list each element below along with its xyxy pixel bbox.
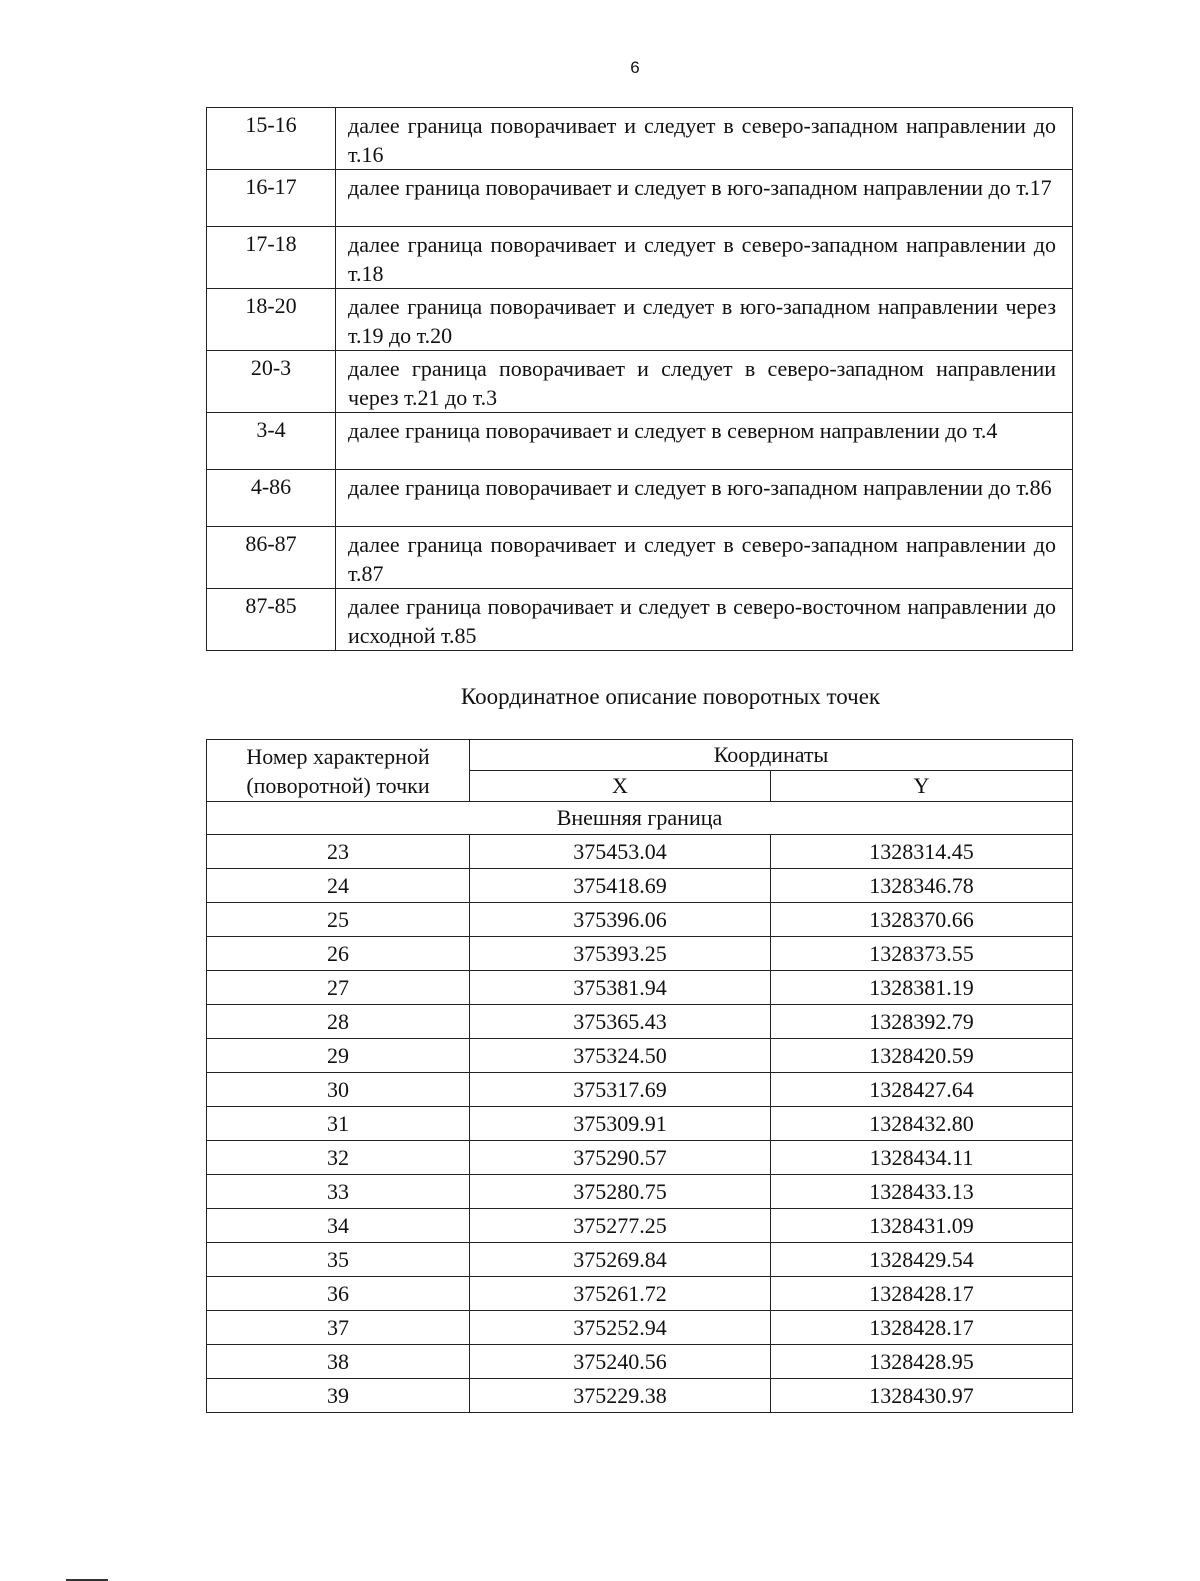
segment-description <box>336 170 1073 227</box>
point-number: 31 <box>207 1107 470 1141</box>
point-number: 37 <box>207 1311 470 1345</box>
point-number: 33 <box>207 1175 470 1209</box>
segment-id: 4-86 <box>207 470 336 527</box>
segment-description-line2: направлении до исходной т.85 <box>348 594 1057 648</box>
segment-row <box>207 413 1073 470</box>
segment-id: 15-16 <box>207 108 336 170</box>
section-row <box>207 802 1073 835</box>
coord-y: 1328428.17 <box>771 1277 1073 1311</box>
segment-description-line1: далее граница поворачивает и следует в юго-западном <box>348 175 858 200</box>
point-number: 34 <box>207 1209 470 1243</box>
table-row <box>207 903 1073 937</box>
table-row <box>207 869 1073 903</box>
coord-y: 1328314.45 <box>771 835 1073 869</box>
segment-description-line1: далее граница поворачивает и следует в северном направлении <box>348 418 940 443</box>
segment-description-line1: далее граница поворачивает и следует в юго-западном <box>348 294 871 319</box>
segment-description-line2: направлении до т.18 <box>348 232 1056 286</box>
coord-x: 375252.94 <box>470 1311 771 1345</box>
table-row <box>207 971 1073 1005</box>
point-number: 32 <box>207 1141 470 1175</box>
point-number: 28 <box>207 1005 470 1039</box>
coord-y: 1328420.59 <box>771 1039 1073 1073</box>
segment-description-line1: далее граница поворачивает и следует в северо-западном <box>348 356 924 381</box>
coord-y: 1328427.64 <box>771 1073 1073 1107</box>
point-number: 27 <box>207 971 470 1005</box>
boundary-segments-table <box>206 107 1073 651</box>
segment-description-line2: направлении через т.19 до т.20 <box>348 294 1057 348</box>
coord-x: 375229.38 <box>470 1379 771 1413</box>
segment-description <box>336 351 1073 413</box>
table-row <box>207 1073 1073 1107</box>
coord-x: 375269.84 <box>470 1243 771 1277</box>
segment-description <box>336 470 1073 527</box>
coord-x: 375396.06 <box>470 903 771 937</box>
table-row <box>207 1243 1073 1277</box>
coord-y: 1328428.95 <box>771 1345 1073 1379</box>
segment-id: 17-18 <box>207 227 336 289</box>
coord-x: 375393.25 <box>470 937 771 971</box>
segment-description-line2: направлении до т.16 <box>348 113 1056 167</box>
coord-y: 1328432.80 <box>771 1107 1073 1141</box>
header-point-line1: Номер характерной <box>246 743 430 769</box>
table-row <box>207 1379 1073 1413</box>
coord-y: 1328392.79 <box>771 1005 1073 1039</box>
coord-x: 375277.25 <box>470 1209 771 1243</box>
table-row <box>207 1107 1073 1141</box>
segment-id: 18-20 <box>207 289 336 351</box>
coord-x: 375317.69 <box>470 1073 771 1107</box>
table-row <box>207 1311 1073 1345</box>
segment-description-line2: направлении до т.17 <box>863 175 1052 200</box>
table-row <box>207 1141 1073 1175</box>
coord-x: 375418.69 <box>470 869 771 903</box>
coord-x: 375240.56 <box>470 1345 771 1379</box>
segment-row <box>207 470 1073 527</box>
coord-x: 375309.91 <box>470 1107 771 1141</box>
segment-description <box>336 227 1073 289</box>
point-number: 39 <box>207 1379 470 1413</box>
coord-y: 1328381.19 <box>771 971 1073 1005</box>
table-row <box>207 1277 1073 1311</box>
segment-description-line1: далее граница поворачивает и следует в северо-восточном <box>348 594 901 619</box>
segment-row <box>207 351 1073 413</box>
point-number: 24 <box>207 869 470 903</box>
coord-y: 1328431.09 <box>771 1209 1073 1243</box>
segments-body <box>207 108 1073 651</box>
table-row <box>207 1039 1073 1073</box>
coord-y: 1328430.97 <box>771 1379 1073 1413</box>
section-title: Координатное описание поворотных точек <box>460 684 881 709</box>
table-row <box>207 1209 1073 1243</box>
point-number: 26 <box>207 937 470 971</box>
header-row <box>207 740 1073 771</box>
coord-x: 375290.57 <box>470 1141 771 1175</box>
coord-x: 375365.43 <box>470 1005 771 1039</box>
header-point-number <box>207 740 470 802</box>
coord-y: 1328434.11 <box>771 1141 1073 1175</box>
segment-id: 20-3 <box>207 351 336 413</box>
table-row <box>207 937 1073 971</box>
header-x: X <box>470 771 771 802</box>
coordinates-table <box>206 739 1073 1413</box>
point-number: 30 <box>207 1073 470 1107</box>
segment-description-line2: направлении до т.86 <box>863 475 1052 500</box>
segment-id: 3-4 <box>207 413 336 470</box>
point-number: 35 <box>207 1243 470 1277</box>
coords-body <box>207 740 1073 1413</box>
segment-id: 87-85 <box>207 589 336 651</box>
coord-y: 1328433.13 <box>771 1175 1073 1209</box>
segment-description <box>336 589 1073 651</box>
segment-id: 86-87 <box>207 527 336 589</box>
coord-x: 375261.72 <box>470 1277 771 1311</box>
segment-description <box>336 413 1073 470</box>
point-number: 23 <box>207 835 470 869</box>
point-number: 36 <box>207 1277 470 1311</box>
header-coordinates: Координаты <box>470 740 1073 771</box>
coord-y: 1328370.66 <box>771 903 1073 937</box>
page-number: 6 <box>630 58 640 77</box>
segment-row <box>207 170 1073 227</box>
coord-x: 375324.50 <box>470 1039 771 1073</box>
segment-row <box>207 227 1073 289</box>
table-row <box>207 1005 1073 1039</box>
section-label: Внешняя граница <box>207 802 1073 835</box>
segment-description-line2: направлении до т.87 <box>348 532 1056 586</box>
table-row <box>207 1175 1073 1209</box>
table-row <box>207 835 1073 869</box>
coord-y: 1328429.54 <box>771 1243 1073 1277</box>
segment-description-line1: далее граница поворачивает и следует в северо-западном <box>348 232 899 257</box>
coord-y: 1328373.55 <box>771 937 1073 971</box>
segment-description <box>336 289 1073 351</box>
segment-row <box>207 108 1073 170</box>
segment-description-line1: далее граница поворачивает и следует в юго-западном <box>348 475 858 500</box>
segment-id: 16-17 <box>207 170 336 227</box>
segment-description-line1: далее граница поворачивает и следует в северо-западном <box>348 532 899 557</box>
coord-y: 1328428.17 <box>771 1311 1073 1345</box>
segment-description-line2: направлении через т.21 до т.3 <box>348 356 1057 410</box>
segment-description-line1: далее граница поворачивает и следует в северо-западном <box>348 113 899 138</box>
coord-x: 375453.04 <box>470 835 771 869</box>
segment-description <box>336 108 1073 170</box>
segment-row <box>207 289 1073 351</box>
segment-row <box>207 527 1073 589</box>
point-number: 29 <box>207 1039 470 1073</box>
segment-description-line2: до т.4 <box>945 418 998 443</box>
table-row <box>207 1345 1073 1379</box>
coord-x: 375381.94 <box>470 971 771 1005</box>
coord-x: 375280.75 <box>470 1175 771 1209</box>
header-y: Y <box>771 771 1073 802</box>
segment-description <box>336 527 1073 589</box>
coord-y: 1328346.78 <box>771 869 1073 903</box>
point-number: 38 <box>207 1345 470 1379</box>
point-number: 25 <box>207 903 470 937</box>
segment-row <box>207 589 1073 651</box>
header-point-line2: (поворотной) точки <box>246 772 430 798</box>
